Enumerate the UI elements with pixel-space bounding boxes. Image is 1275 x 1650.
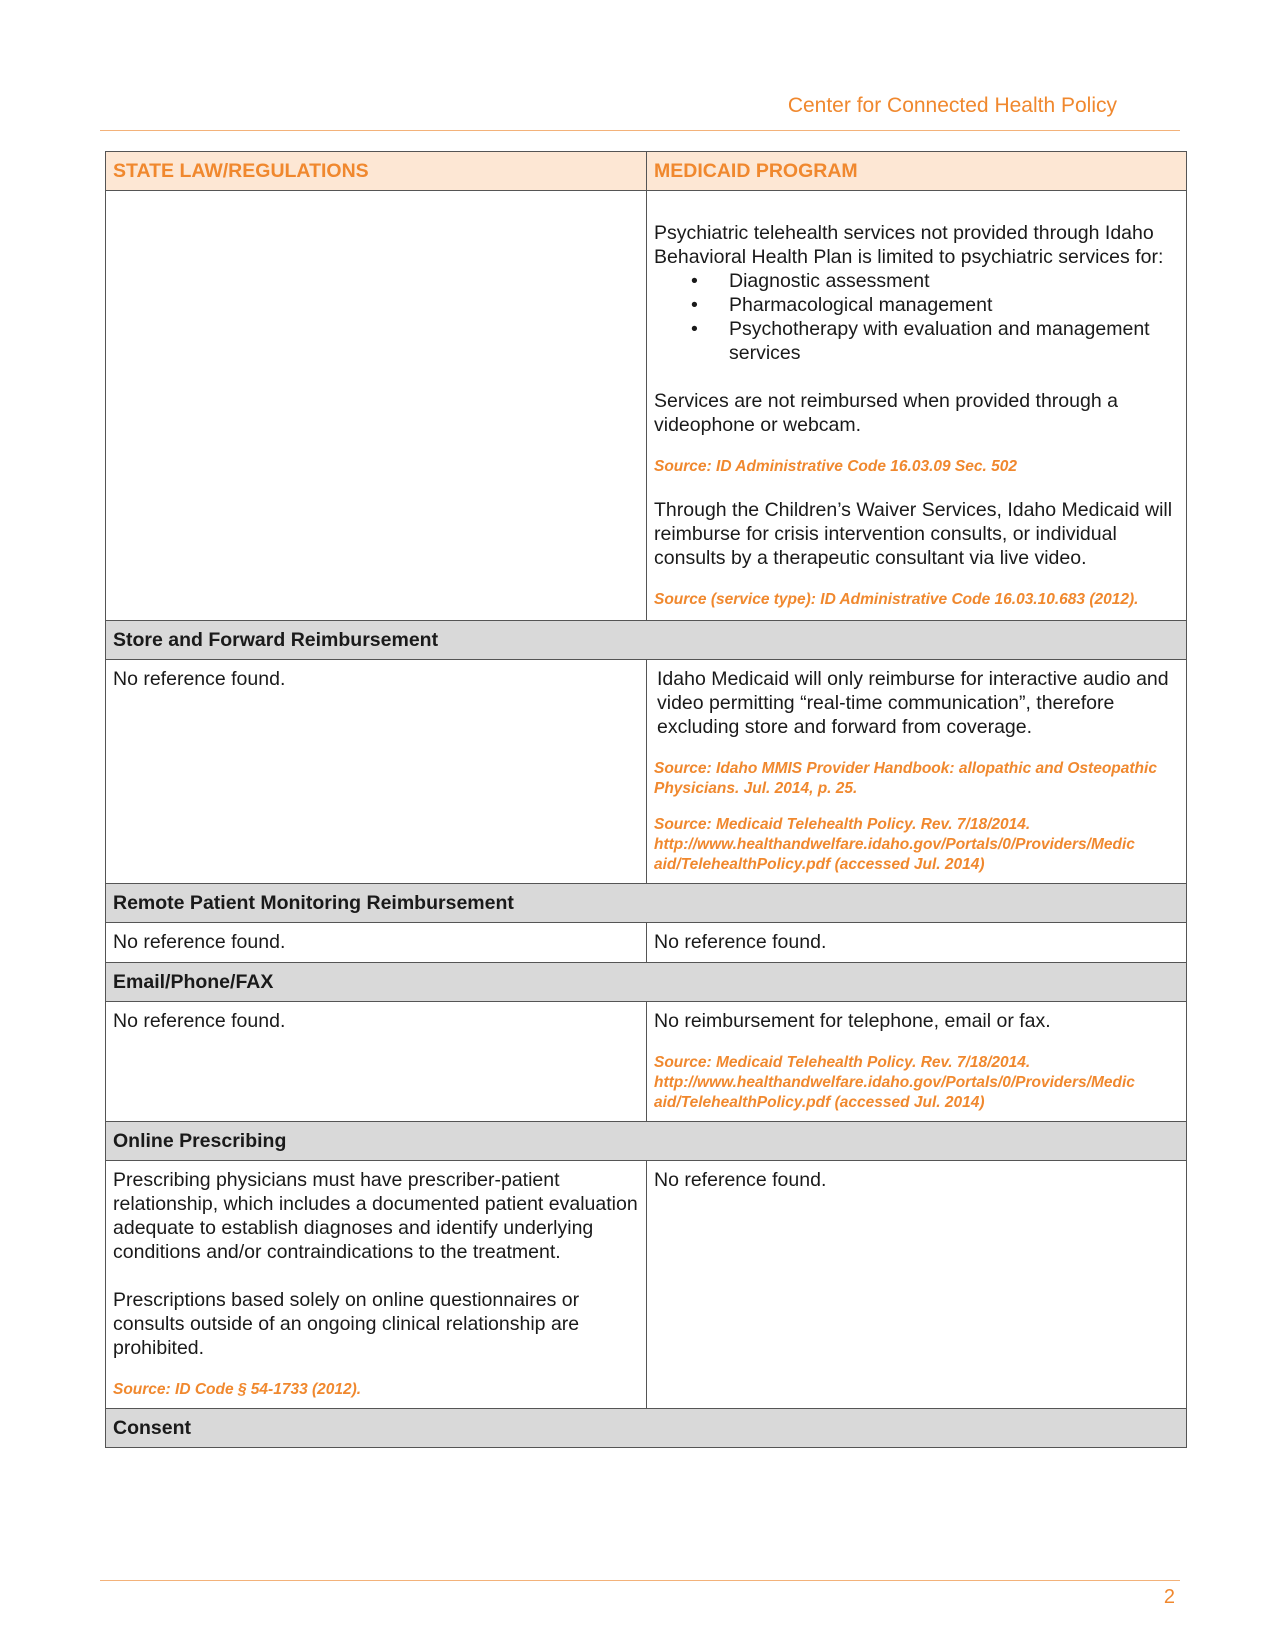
- table-cell: No reference found.: [106, 923, 647, 963]
- cell-paragraph: Idaho Medicaid will only reimburse for interactive audio and video permitting “real-time communication”, therefore excluding store and forward from coverage.: [657, 668, 1169, 738]
- footer-rule: [100, 1580, 1180, 1581]
- cell-paragraph: No reimbursement for telephone, email or fax.: [654, 1010, 1051, 1032]
- source-citation-line: aid/TelehealthPolicy.pdf (accessed Jul. 2014): [654, 856, 985, 873]
- table-cell: [647, 660, 1187, 884]
- column-header-medicaid: MEDICAID PROGRAM: [647, 152, 1187, 191]
- column-header-state-law: STATE LAW/REGULATIONS: [106, 152, 647, 191]
- bullet-list: [654, 269, 1179, 365]
- table-row: [106, 923, 1187, 963]
- table-cell: No reference found.: [647, 923, 1187, 963]
- table-cell: No reference found.: [106, 660, 647, 884]
- table-cell: [106, 1161, 647, 1409]
- table-row: [106, 660, 1187, 884]
- section-heading: Store and Forward Reimbursement: [106, 621, 1187, 660]
- source-citation-line: http://www.healthandwelfare.idaho.gov/Portals/0/Providers/Medic: [654, 836, 1135, 853]
- table-cell: [647, 1002, 1187, 1122]
- list-item: • Diagnostic assessment: [729, 269, 1179, 293]
- policy-table: [105, 151, 1187, 1448]
- source-citation-line: aid/TelehealthPolicy.pdf (accessed Jul. 2014): [654, 1094, 985, 1111]
- cell-paragraph: Prescribing physicians must have prescriber-patient relationship, which includes a documented patient evaluation adequate to establish diagnoses and identify underlying conditions and/or contraindications to the treatment.: [113, 1169, 638, 1263]
- source-citation-line: Source: Medicaid Telehealth Policy. Rev. 7/18/2014.: [654, 816, 1031, 833]
- section-row-online-prescribing: [106, 1122, 1187, 1161]
- section-row-remote-monitoring: [106, 884, 1187, 923]
- cell-paragraph: Psychiatric telehealth services not provided through Idaho Behavioral Health Plan is limited to psychiatric services for:: [654, 222, 1164, 268]
- table-cell: No reference found.: [647, 1161, 1187, 1409]
- section-heading: Online Prescribing: [106, 1122, 1187, 1161]
- list-item: • Pharmacological management: [729, 293, 1179, 317]
- cell-paragraph: Through the Children’s Waiver Services, Idaho Medicaid will reimburse for crisis intervention consults, or individual consults by a therapeutic consultant via live video.: [654, 499, 1173, 569]
- section-heading: Consent: [106, 1409, 1187, 1448]
- source-citation: Source (service type): ID Administrative Code 16.03.10.683 (2012).: [654, 591, 1139, 608]
- table-row: [106, 1002, 1187, 1122]
- table-cell: No reference found.: [106, 1002, 647, 1122]
- page-header-title: Center for Connected Health Policy: [787, 94, 1117, 117]
- source-citation: Source: Idaho MMIS Provider Handbook: allopathic and Osteopathic Physicians. Jul. 2014, p. 25.: [654, 760, 1157, 797]
- page-number: 2: [1163, 1586, 1175, 1608]
- source-citation: Source: ID Code § 54-1733 (2012).: [113, 1381, 362, 1398]
- section-heading: Email/Phone/FAX: [106, 963, 1187, 1002]
- table-cell-empty: [106, 191, 647, 621]
- section-heading: Remote Patient Monitoring Reimbursement: [106, 884, 1187, 923]
- cell-paragraph: Prescriptions based solely on online questionnaires or consults outside of an ongoing clinical relationship are prohibited.: [113, 1289, 580, 1359]
- section-row-email-phone-fax: [106, 963, 1187, 1002]
- header-rule: [100, 130, 1180, 131]
- list-item: • Psychotherapy with evaluation and management services: [729, 317, 1179, 365]
- section-row-store-forward: [106, 621, 1187, 660]
- source-citation-line: http://www.healthandwelfare.idaho.gov/Portals/0/Providers/Medic: [654, 1074, 1135, 1091]
- column-header-row: [106, 152, 1187, 191]
- cell-paragraph: Services are not reimbursed when provided through a videophone or webcam.: [654, 390, 1118, 436]
- source-citation-line: Source: Medicaid Telehealth Policy. Rev. 7/18/2014.: [654, 1054, 1031, 1071]
- table-row: [106, 191, 1187, 621]
- table-cell: [647, 191, 1187, 621]
- section-row-consent: [106, 1409, 1187, 1448]
- table-row: [106, 1161, 1187, 1409]
- source-citation: Source: ID Administrative Code 16.03.09 Sec. 502: [654, 458, 1017, 475]
